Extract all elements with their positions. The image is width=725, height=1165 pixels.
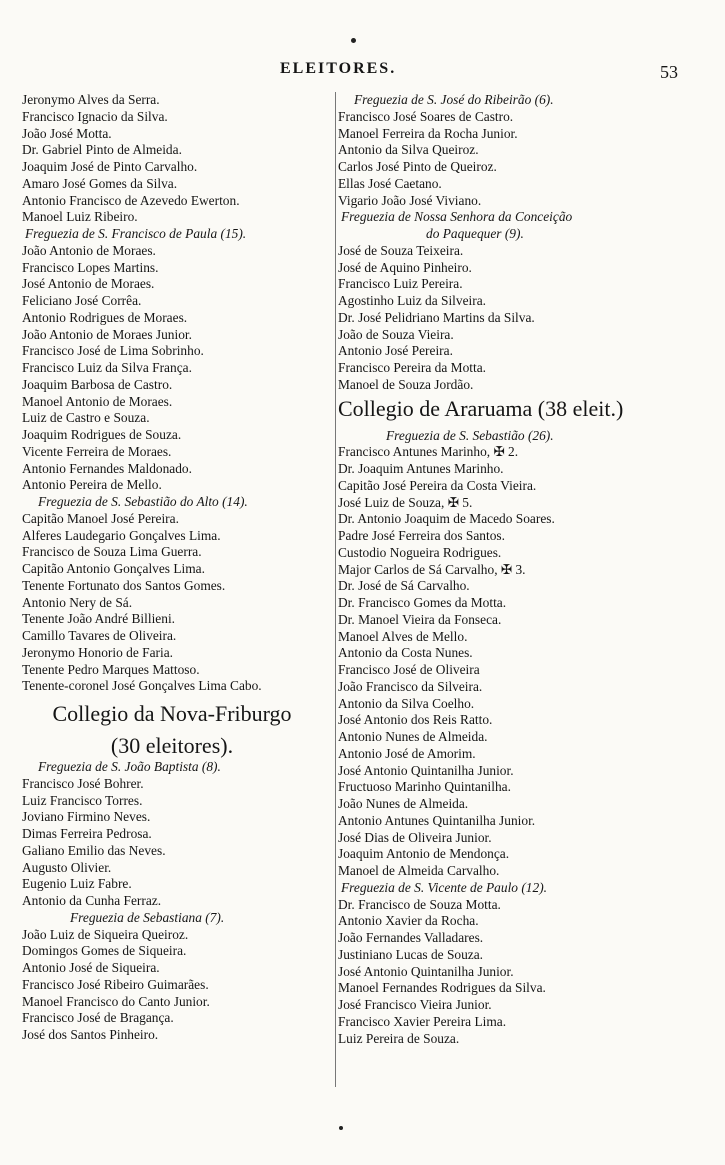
elector-entry: Francisco José de Bragança. [22,1010,174,1026]
elector-entry: João Antonio de Moraes. [22,242,156,258]
elector-entry: Antonio José Pereira. [338,343,453,359]
elector-entry: Joaquim Rodrigues de Souza. [22,427,182,442]
bottom-ornament-dot [339,1126,343,1130]
elector-entry: Capitão Antonio Gonçalves Lima. [22,561,205,576]
parish-heading: Freguezia de S. José do Ribeirão (6). [354,92,554,107]
elector-entry: Antonio da Silva Queiroz. [338,142,479,158]
elector-entry: Antonio Rodrigues de Moraes. [22,309,188,325]
elector-entry: Joaquim Antonio de Mendonça. [338,846,510,862]
elector-entry: Amaro José Gomes da Silva. [22,175,178,191]
elector-entry: Luiz de Castro e Souza. [22,410,150,426]
left-column [22,92,340,1044]
elector-entry: José dos Santos Pinheiro. [22,1027,159,1042]
elector-entry: Francisco Pereira da Motta. [338,360,486,375]
elector-entry: José Antonio de Moraes. [22,276,155,292]
elector-entry: Francisco Luiz Pereira. [338,276,463,292]
elector-entry: Capitão José Pereira da Costa Vieira. [338,477,537,493]
elector-entry: Dr. Joaquim Antunes Marinho. [338,461,504,476]
elector-entry: José Antonio Quintanilha Junior. [338,762,514,778]
elector-entry: Feliciano José Corrêa. [22,293,142,308]
elector-entry: Antonio Nunes de Almeida. [338,729,488,744]
elector-entry: Major Carlos de Sá Carvalho, ✠ 3. [338,561,526,577]
elector-entry: Manoel Luiz Ribeiro. [22,209,138,225]
elector-entry: Francisco de Souza Lima Guerra. [22,544,202,560]
elector-entry: Antonio da Silva Coelho. [338,695,475,711]
elector-entry: Francisco José de Oliveira [338,662,480,677]
elector-entry: Joaquim Barbosa de Castro. [22,376,173,392]
elector-entry: Alferes Laudegario Gonçalves Lima. [22,527,221,543]
elector-entry: Fructuoso Marinho Quintanilha. [338,779,511,795]
elector-entry: Francisco Luiz da Silva França. [22,360,192,375]
parish-heading: Freguezia de S. Sebastião (26). [386,427,554,443]
elector-entry: José Antonio dos Reis Ratto. [338,712,493,728]
parish-heading: Freguezia de S. Sebastião do Alto (14). [38,494,248,509]
elector-entry: Antonio Fernandes Maldonado. [22,460,192,476]
elector-entry: Luiz Francisco Torres. [22,792,143,808]
elector-entry: Manoel Alves de Mello. [338,628,468,644]
elector-entry: Justiniano Lucas de Souza. [338,946,484,962]
elector-entry: Francisco José de Lima Sobrinho. [22,343,204,359]
elector-entry: Manoel de Souza Jordão. [338,376,474,392]
elector-entry: Manoel Antonio de Moraes. [22,393,173,409]
elector-entry: Tenente João André Billieni. [22,611,176,627]
elector-entry: Dr. Manoel Vieira da Fonseca. [338,611,502,627]
parish-heading: Freguezia de S. João Baptista (8). [38,759,221,774]
parish-heading: Freguezia de S. Francisco de Paula (15). [25,226,247,241]
elector-entry: João Antonio de Moraes Junior. [22,326,192,342]
elector-entry: Manoel Francisco do Canto Junior. [22,993,210,1009]
elector-entry: José Antonio Quintanilha Junior. [338,963,514,979]
elector-entry: José Dias de Oliveira Junior. [338,829,492,845]
elector-entry: Dr. José Pelidriano Martins da Silva. [338,309,535,325]
elector-entry: João Fernandes Valladares. [338,930,484,945]
parish-heading-continued: do Paquequer (9). [426,226,524,241]
elector-entry: Tenente-coronel José Gonçalves Lima Cabo. [22,678,262,694]
page-number: 53 [660,62,678,82]
elector-entry: João Nunes de Almeida. [338,796,469,811]
elector-entry: Antonio Xavier da Rocha. [338,913,479,929]
elector-entry: Francisco Antunes Marinho, ✠ 2. [338,444,519,460]
elector-entry: Dr. Francisco Gomes da Motta. [338,595,507,610]
elector-entry: Luiz Pereira de Souza. [338,1030,460,1046]
parish-heading: Freguezia de S. Vicente de Paulo (12). [341,879,547,895]
elector-entry: Joaquim José de Pinto Carvalho. [22,159,198,174]
elector-entry: Tenente Pedro Marques Mattoso. [22,661,200,677]
elector-entry: Antonio José de Amorim. [338,745,476,761]
elector-entry: Francisco José Bohrer. [22,775,144,791]
elector-entry: José Luiz de Souza, ✠ 5. [338,494,473,510]
parish-heading: Freguezia de Nossa Senhora da Conceição [341,209,573,225]
elector-entry: Antonio Antunes Quintanilha Junior. [338,812,536,828]
elector-entry: Custodio Nogueira Rodrigues. [338,544,502,560]
top-ornament-dot [351,38,356,43]
elector-entry: Camillo Tavares de Oliveira. [22,628,177,643]
elector-entry: Vicente Ferreira de Moraes. [22,443,172,459]
elector-entry: Carlos José Pinto de Queiroz. [338,159,497,174]
elector-entry: Agostinho Luiz da Silveira. [338,293,487,308]
college-heading: Collegio de Araruama (38 eleit.) [338,395,624,421]
parish-heading: Freguezia de Sebastiana (7). [70,909,225,925]
elector-entry: José Francisco Vieira Junior. [338,997,492,1012]
elector-entry: Joviano Firmino Neves. [22,809,151,825]
elector-entry: Tenente Fortunato dos Santos Gomes. [22,577,226,593]
elector-entry: Francisco José Soares de Castro. [338,108,514,124]
elector-entry: Manoel Ferreira da Rocha Junior. [338,125,518,141]
elector-entry: João José Motta. [22,125,112,141]
college-heading: Collegio da Nova-Friburgo [52,701,292,726]
right-column [338,92,698,1047]
elector-entry: José de Aquino Pinheiro. [338,259,472,275]
elector-entry: João Luiz de Siqueira Queiroz. [22,926,189,942]
elector-entry: Francisco Xavier Pereira Lima. [338,1013,507,1029]
elector-entry: Francisco Lopes Martins. [22,259,159,275]
elector-entry: Dr. Gabriel Pinto de Almeida. [22,142,182,158]
elector-entry: Eugenio Luiz Fabre. [22,876,132,892]
elector-entry: Antonio da Costa Nunes. [338,645,473,661]
elector-entry: Francisco Ignacio da Silva. [22,108,168,124]
elector-entry: Augusto Olivier. [22,859,112,875]
elector-entry: Capitão Manoel José Pereira. [22,510,179,526]
elector-entry: Dr. José de Sá Carvalho. [338,578,470,594]
column-divider [335,92,336,1087]
elector-entry: Francisco José Ribeiro Guimarães. [22,976,209,992]
elector-entry: Dimas Ferreira Pedrosa. [22,826,152,841]
elector-entry: Antonio Nery de Sá. [22,594,133,610]
elector-entry: Padre José Ferreira dos Santos. [338,528,505,543]
elector-entry: João Francisco da Silveira. [338,678,483,694]
elector-entry: Antonio José de Siqueira. [22,960,160,975]
elector-entry: Domingos Gomes de Siqueira. [22,943,187,959]
elector-entry: Antonio Pereira de Mello. [22,477,162,493]
elector-entry: Galiano Emilio das Neves. [22,842,166,858]
elector-entry: José de Souza Teixeira. [338,242,464,258]
elector-entry: João de Souza Vieira. [338,326,454,342]
elector-entry: Vigario João José Viviano. [338,192,482,208]
elector-entry: Manoel Fernandes Rodrigues da Silva. [338,980,546,996]
elector-entry: Dr. Francisco de Souza Motta. [338,896,501,912]
college-heading: (30 eleitores). [110,733,234,758]
elector-entry: Jeronymo Honorio de Faria. [22,644,173,660]
elector-entry: Dr. Antonio Joaquim de Macedo Soares. [338,511,555,527]
page-title: ELEITORES. [280,60,397,77]
elector-entry: Jeronymo Alves da Serra. [22,92,160,107]
elector-entry: Antonio da Cunha Ferraz. [22,893,162,908]
elector-entry: Ellas José Caetano. [338,175,442,191]
elector-entry: Antonio Francisco de Azevedo Ewerton. [22,192,240,208]
elector-entry: Manoel de Almeida Carvalho. [338,863,500,878]
